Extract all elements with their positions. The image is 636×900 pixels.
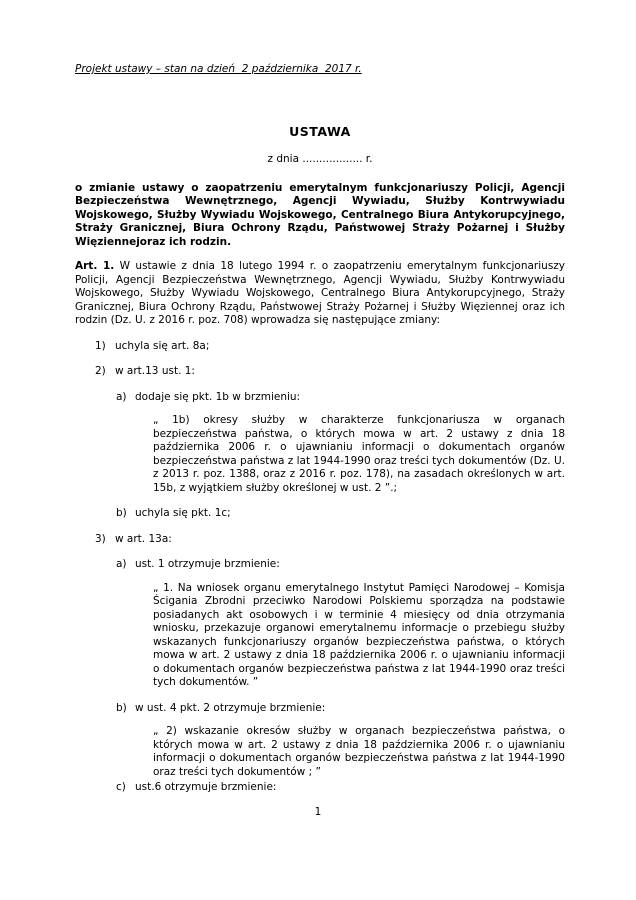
list-item-3b-marker: b) <box>116 701 127 714</box>
list-item-3 <box>95 533 565 547</box>
list-item-2a <box>116 391 565 405</box>
article-1-intro-text: W ustawie z dnia 18 lutego 1994 r. o zaopatrzeniu emerytalnym funkcjonariuszy Policji, Agencji Bezpieczeństwa Wewnętrznego, Agencji Wywiadu, Służby Kontrwywiadu Wojskowego, Służby Wywiadu Wojskowego, Centralnego Biura Antykorupcyjnego, Straży Granicznej, Biura Ochrony Rządu, Państwowej Straży Pożarnej i Służby Więziennej oraz ich rodzin (Dz. U. z 2016 r. poz. 708) wprowadza się następujące zmiany: <box>75 260 566 326</box>
list-item-1 <box>95 340 565 354</box>
draft-status-note: Projekt ustawy – stan na dzień 2 października 2017 r. <box>75 63 362 75</box>
list-item-1-text: uchyla się art. 8a; <box>115 339 210 352</box>
document-title: USTAWA <box>289 123 351 139</box>
page-number: 1 <box>314 806 322 818</box>
list-item-1-marker: 1) <box>95 339 106 352</box>
list-item-2a-text: dodaje się pkt. 1b w brzmieniu: <box>135 390 301 403</box>
list-item-3-text: w art. 13a: <box>115 532 172 545</box>
list-item-3b <box>116 702 565 716</box>
list-item-3-marker: 3) <box>95 532 106 545</box>
list-item-2b-text: uchyla się pkt. 1c; <box>135 507 231 519</box>
article-1-label: Art. 1. <box>75 260 115 272</box>
quoted-provision-ust1: „ 1. Na wniosek organu emerytalnego Instytut Pamięci Narodowej – Komisja Ścigania Zbrodni przeciwko Narodowi Polskiemu sporządza na podstawie posiadanych akt osobowych i w terminie 4 miesięcy od dnia otrzymania wniosku, przekazuje organowi emerytalnemu informacje o przebiegu służby wskazanych funkcjonariuszy organów bezpieczeństwa państwa, o których mowa w art. 2 ustawy z dnia 18 października 2006 r. o ujawnianiu informacji o dokumentach organów bezpieczeństwa państwa z lat 1944-1990 oraz treści tych dokumentów. ” <box>153 581 565 688</box>
list-item-2b <box>116 507 565 521</box>
list-item-2 <box>95 365 565 379</box>
quoted-provision-pkt2: „ 2) wskazanie okresów służby w organach bezpieczeństwa państwa, o których mowa w art. 2 ustawy z dnia 18 października 2006 r. o ujawnianiu informacji o dokumentach organów bezpieczeństwa państwa z lat 1944-1990 oraz treści tych dokumentów ; ” <box>153 725 565 778</box>
list-item-3a-marker: a) <box>116 558 127 570</box>
list-item-3a <box>116 558 565 572</box>
list-item-3c-marker: c) <box>116 781 126 793</box>
article-1-paragraph <box>75 260 565 328</box>
list-item-2-marker: 2) <box>95 365 106 377</box>
list-item-2-text: w art.13 ust. 1: <box>115 365 195 377</box>
list-item-3c-text: ust.6 otrzymuje brzmienie: <box>135 781 277 793</box>
document-subject: o zmianie ustawy o zaopatrzeniu emerytalnym funkcjonariuszy Policji, Agencji Bezpieczeństwa Wewnętrznego, Agencji Wywiadu, Służby Kontrwywiadu Wojskowego, Służby Wywiadu Wojskowego, Centralnego Biura Antykorupcyjnego, Straży Granicznej, Biura Ochrony Rządu, Państwowej Straży Pożarnej i Służby Więziennejoraz ich rodzin. <box>75 181 565 248</box>
list-item-3b-text: w ust. 4 pkt. 2 otrzymuje brzmienie: <box>135 701 326 714</box>
list-item-3a-text: ust. 1 otrzymuje brzmienie: <box>135 558 280 570</box>
list-item-2b-marker: b) <box>116 507 127 519</box>
list-item-3c <box>116 781 565 795</box>
quoted-provision-1b: „ 1b) okresy służby w charakterze funkcjonariusza w organach bezpieczeństwa państwa, o których mowa w art. 2 ustawy z dnia 18 października 2006 r. o ujawnianiu informacji o dokumentach organów bezpieczeństwa państwa z lat 1944-1990 oraz treści tych dokumentów (Dz. U. z 2013 r. poz. 1388, oraz z 2016 r. poz. 178), na zasadach określonych w art. 15b, z wyjątkiem służby określonej w ust. 2 ”.; <box>153 414 565 494</box>
document-date-line: z dnia .................. r. <box>267 153 373 165</box>
list-item-2a-marker: a) <box>116 390 127 403</box>
